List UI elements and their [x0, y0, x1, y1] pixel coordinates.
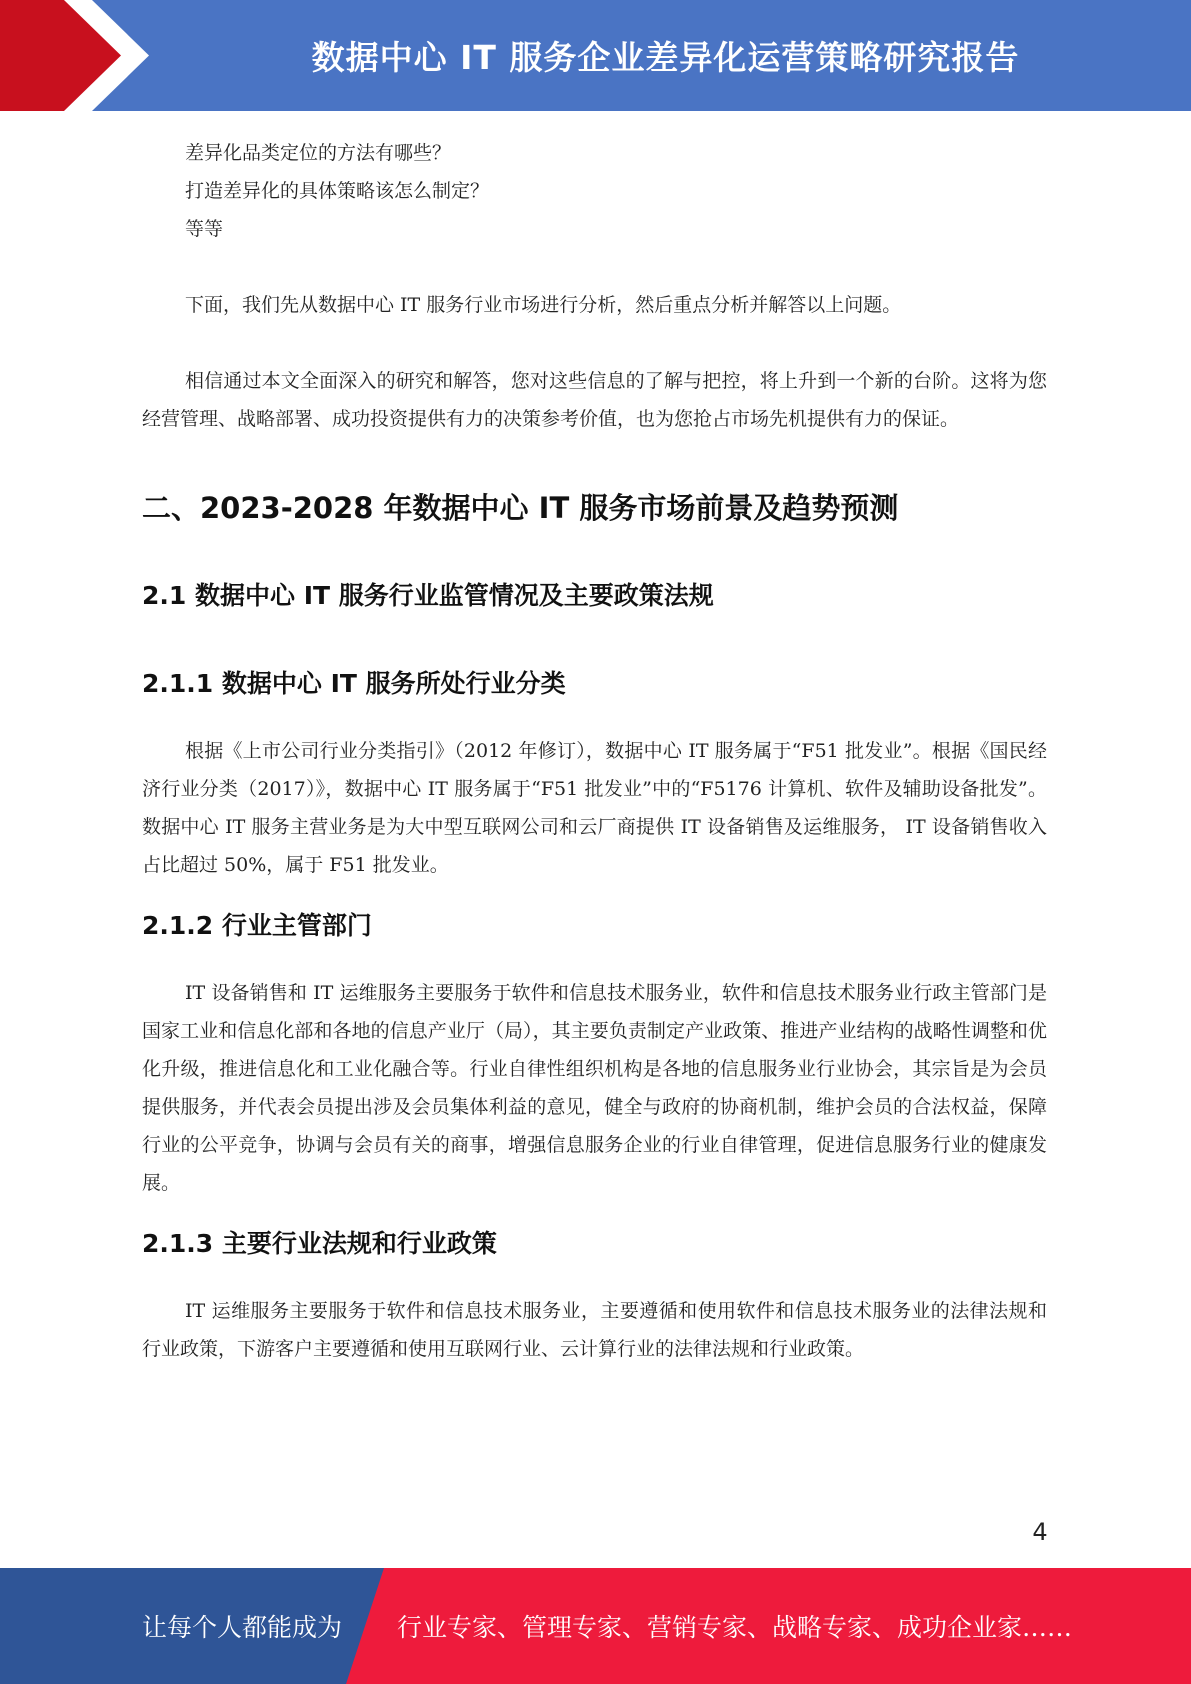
page-content: [142, 134, 1047, 1368]
subsection-heading: 2.1 数据中心 IT 服务行业监管情况及主要政策法规: [142, 581, 714, 610]
question-line: 差异化品类定位的方法有哪些？: [185, 142, 452, 164]
page-number: 4: [1032, 1518, 1048, 1546]
body-paragraph: IT 运维服务主要服务于软件和信息技术服务业，主要遵循和使用软件和信息技术服务业的法律法规和行业政策，下游客户主要遵循和使用互联网行业、云计算行业的法律法规和行业政策。: [142, 1300, 1047, 1360]
question-line: 打造差异化的具体策略该怎么制定？: [185, 180, 490, 202]
report-title: 数据中心 IT 服务企业差异化运营策略研究报告: [311, 38, 1020, 77]
header-arrow-icon: [0, 0, 160, 111]
footer-slogan-left: 让每个人都能成为: [142, 1613, 343, 1642]
body-paragraph: 根据《上市公司行业分类指引》（2012 年修订），数据中心 IT 服务属于“F51 批发业”。根据《国民经济行业分类（2017）》，数据中心 IT 服务属于“F51 批发业”中的“F5176 计算机、软件及辅助设备批发”。数据中心 IT 服务主营业务是为大中型互联网公司和云厂商提供 IT 设备销售及运维服务， IT 设备销售收入占比超过 50%，属于 F51 批发业。: [142, 740, 1047, 876]
subsection-heading: 2.1.1 数据中心 IT 服务所处行业分类: [142, 669, 566, 698]
footer-slogan-right: 行业专家、管理专家、营销专家、战略专家、成功企业家……: [397, 1613, 1073, 1642]
subsection-heading: 2.1.3 主要行业法规和行业政策: [142, 1229, 497, 1258]
report-header: [0, 0, 1191, 111]
section-heading: 二、2023-2028 年数据中心 IT 服务市场前景及趋势预测: [142, 491, 899, 525]
intro-paragraph: 下面，我们先从数据中心 IT 服务行业市场进行分析，然后重点分析并解答以上问题。: [185, 294, 902, 316]
intro-paragraph: 相信通过本文全面深入的研究和解答，您对这些信息的了解与把控，将上升到一个新的台阶。这将为您经营管理、战略部署、成功投资提供有力的决策参考价值，也为您抢占市场先机提供有力的保证。: [142, 370, 1047, 430]
question-line: 等等: [185, 218, 224, 240]
report-footer: [0, 1568, 1191, 1684]
subsection-heading: 2.1.2 行业主管部门: [142, 911, 372, 940]
body-paragraph: IT 设备销售和 IT 运维服务主要服务于软件和信息技术服务业，软件和信息技术服务业行政主管部门是国家工业和信息化部和各地的信息产业厅（局），其主要负责制定产业政策、推进产业结构的战略性调整和优化升级，推进信息化和工业化融合等。行业自律性组织机构是各地的信息服务业行业协会，其宗旨是为会员提供服务，并代表会员提出涉及会员集体利益的意见，健全与政府的协商机制，维护会员的合法权益，保障行业的公平竞争，协调与会员有关的商事，增强信息服务企业的行业自律管理，促进信息服务行业的健康发展。: [142, 982, 1047, 1194]
